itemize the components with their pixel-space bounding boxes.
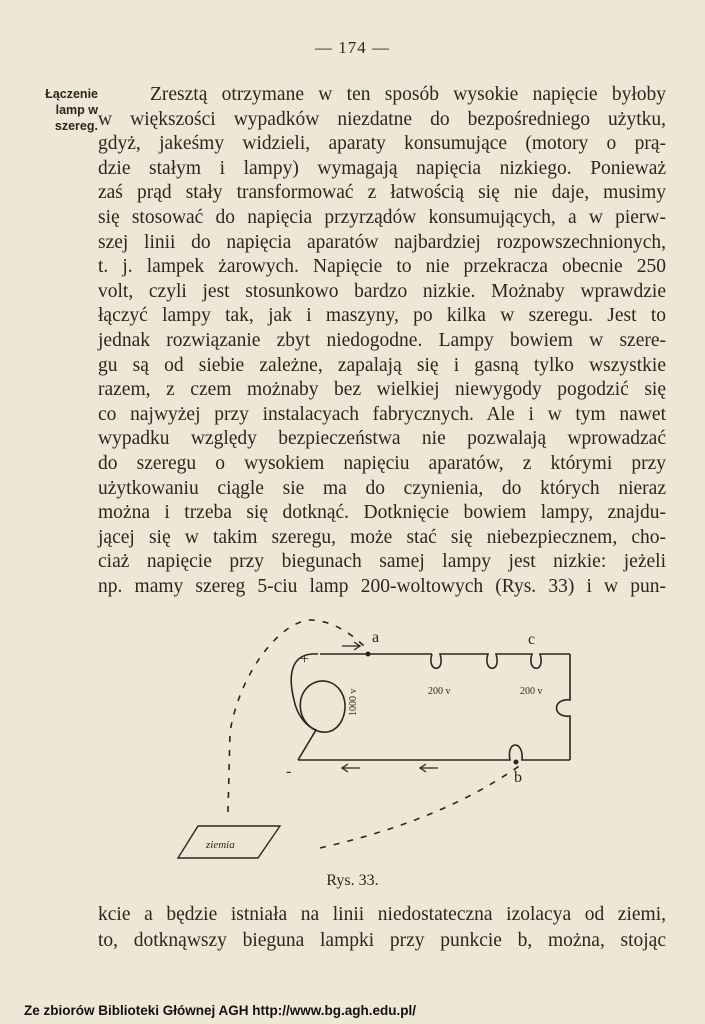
- lamp-symbol: [431, 654, 570, 668]
- text-line: zaś prąd stały transformować z łatwością się nie daje, musimy: [98, 182, 666, 204]
- circuit-diagram: [170, 612, 590, 870]
- text-line: jednak rozwiązanie zbyt niedogodne. Lampy bowiem w szere-: [98, 329, 666, 351]
- main-paragraph: [98, 83, 666, 599]
- text-line: w większości wypadków niezdatne do bezpośredniego użytku,: [98, 108, 666, 130]
- text-line: razem, z czem możnaby bez wielkiej niewygody pogodzić się: [98, 379, 666, 401]
- text-line: wypadku względy bezpieczeństwa nie pozwalają wprowadzać: [98, 428, 666, 450]
- text-line: np. mamy szereg 5-ciu lamp 200-woltowych (Rys. 33) i w pun-: [98, 575, 666, 597]
- text-line: łączyć lampy tak, jak i maszyny, po kilka w szeregu. Jest to: [98, 305, 666, 327]
- label-point-b: b: [514, 769, 522, 786]
- text-line: można i trzeba się dotknąć. Dotknięcie bowiem lampy, znajdu-: [98, 502, 666, 524]
- page-number: — 174 —: [315, 38, 390, 57]
- figure-caption: Rys. 33.: [326, 872, 379, 889]
- text-line: do szeregu o wysokiem napięciu aparatów, z którymi przy: [98, 452, 666, 474]
- label-plus: +: [300, 651, 310, 668]
- label-ground: ziemia: [206, 839, 235, 851]
- text-line: ciaż napięcie przy biegunach samej lampy jest nizkie: jeżeli: [98, 551, 666, 573]
- bottom-wire: [298, 745, 570, 760]
- margin-note-line: lamp w: [55, 103, 98, 117]
- text-line: gu są od siebie zależne, zapalają się i gasną tylko wszystkie: [98, 354, 666, 376]
- text-line: kcie a będzie istniała na linii niedostateczna izolacya od ziemi,: [98, 904, 666, 925]
- dashed-path-down: [320, 764, 522, 848]
- arrow-icon: [342, 764, 360, 772]
- arrow-icon: [342, 642, 360, 650]
- text-line: co najwyżej przy instalacyach fabrycznych. Ale i w tym nawet: [98, 403, 666, 425]
- text-line: to, dotknąwszy bieguna lampki przy punkcie b, można, stojąc: [98, 930, 666, 951]
- label-point-c: c: [528, 631, 536, 648]
- point-a-dot: [366, 652, 371, 657]
- margin-note-line: Łączenie: [45, 87, 98, 101]
- circuit-figure: [170, 612, 590, 870]
- label-point-a: a: [372, 629, 380, 646]
- text-line: Zresztą otrzymane w ten sposób wysokie napięcie byłoby: [150, 84, 666, 105]
- continuation-paragraph: [98, 902, 666, 954]
- point-b-dot: [514, 760, 519, 765]
- library-footer: Ze zbiorów Biblioteki Głównej AGH http://www.bg.agh.edu.pl/: [24, 1003, 416, 1018]
- label-minus: -: [286, 763, 292, 780]
- text-line: dzie stałym i lampy) wymagają napięcia nizkiego. Ponieważ: [98, 157, 666, 179]
- label-lamp-voltage: 200 v: [520, 686, 543, 697]
- dashed-path-up: [228, 620, 366, 812]
- text-line: gdyż, jakeśmy widzieli, aparaty konsumujące (motory o prą-: [98, 133, 666, 155]
- generator-symbol: [291, 654, 345, 760]
- right-wire: [557, 654, 571, 760]
- arrow-icon: [420, 764, 438, 772]
- label-lamp-voltage: 200 v: [428, 686, 451, 697]
- text-line: szej linii do napięcia aparatów najbardziej rozpowszechnionych,: [98, 231, 666, 253]
- margin-note-line: szereg.: [54, 119, 98, 133]
- label-generator-voltage: 1000 v: [348, 688, 359, 716]
- text-line: t. j. lampek żarowych. Napięcie to nie przekracza obecnie 250: [98, 256, 666, 278]
- text-line: jącej się w takim szeregu, może stać się niebezpiecznem, cho-: [98, 526, 666, 548]
- text-line: volt, czyli jest stosunkowo bardzo nizkie. Możnaby wprawdzie: [98, 280, 666, 302]
- margin-note: [18, 86, 98, 134]
- text-line: użytkowaniu ciągle sie ma do czynienia, do których nieraz: [98, 477, 666, 499]
- text-line: się stosować do napięcia przyrządów konsumujących, a w pierw-: [98, 206, 666, 228]
